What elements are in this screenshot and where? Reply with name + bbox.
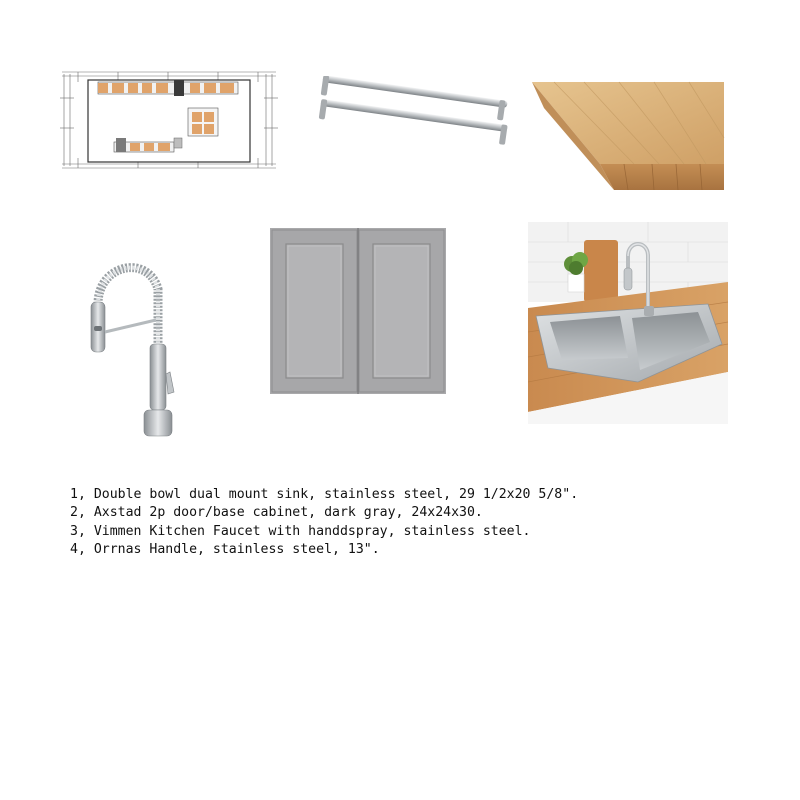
sink-image [528,222,728,424]
handles-image [308,76,520,148]
floor-plan-drawing [58,68,280,172]
countertop-drawing [524,78,726,194]
note-handle: 4, Orrnas Handle, stainless steel, 13". [70,542,380,558]
note-cabinet: 2, Axstad 2p door/base cabinet, dark gray, 24x24x30. [70,505,483,521]
floor-plan-image [58,68,280,172]
faucet-image [58,244,208,444]
product-notes [70,486,770,560]
note-faucet: 3, Vimmen Kitchen Faucet with handdspray, stainless steel. [70,523,531,539]
note-sink: 1, Double bowl dual mount sink, stainless steel, 29 1/2x20 5/8". [70,487,579,502]
cabinet-drawing [270,228,446,394]
countertop-image [524,78,726,194]
cabinet-image [270,228,446,394]
sink-drawing [528,222,728,424]
faucet-drawing [58,244,208,444]
handles-drawing [308,76,520,148]
